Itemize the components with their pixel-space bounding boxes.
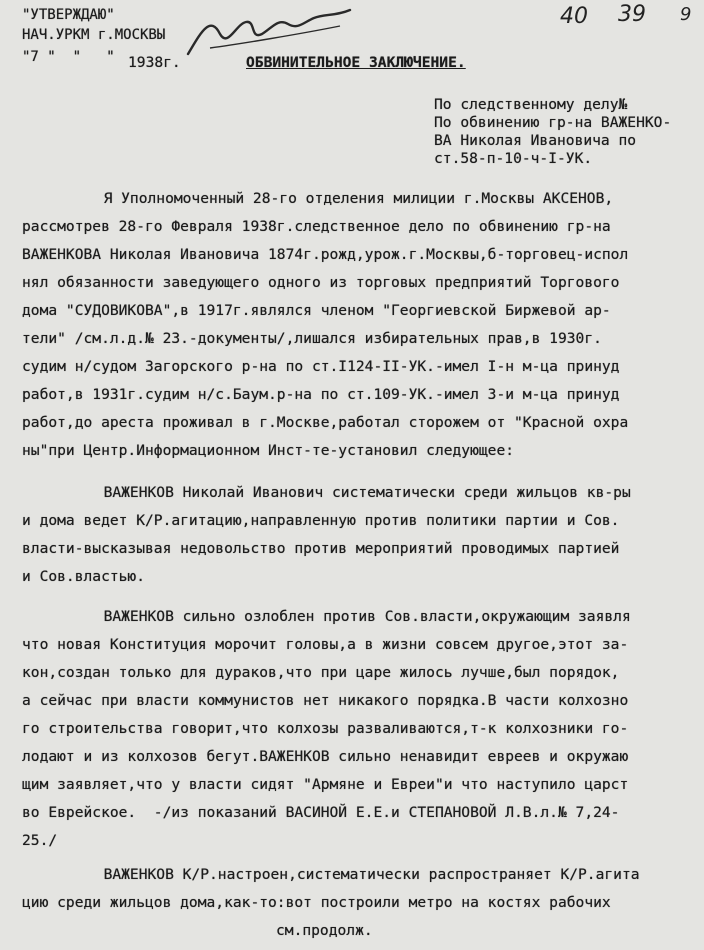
continued-note: см.продолж. [276, 922, 373, 939]
page-number-1: 40 [560, 4, 588, 29]
body-line: а сейчас при власти коммунистов нет никакого порядка.В части колхозно [22, 692, 629, 709]
body-line: ВАЖЕНКОВ Николай Иванович систематически среди жильцов кв-ры [86, 484, 631, 501]
case-ref-line-4: ст.58-п-10-ч-I-УК. [434, 150, 593, 167]
body-line: и Сов.властью. [22, 568, 146, 585]
document-year: 1938г. [128, 54, 181, 71]
body-line: лодают и из колхозов бегут.ВАЖЕНКОВ сильно ненавидит евреев и окружаю [22, 748, 629, 765]
document-title: ОБВИНИТЕЛЬНОЕ ЗАКЛЮЧЕНИЕ. [246, 54, 466, 71]
body-line: 25./ [22, 832, 58, 849]
approve-stamp-line-2: НАЧ.УРКМ г.МОСКВЫ [22, 27, 166, 43]
body-line: ВАЖЕНКОВА Николая Ивановича 1874г.рожд,урож.г.Москвы,б-торговец-испол [22, 246, 629, 263]
page-number-2: 39 [618, 2, 646, 27]
body-line: тели" /см.л.д.№ 23.-документы/,лишался избирательных прав,в 1930г. [22, 330, 602, 347]
body-line: рассмотрев 28-го Февраля 1938г.следственное дело по обвинению гр-на [22, 218, 611, 235]
approve-stamp-line-1: "УТВЕРЖДАЮ" [22, 7, 115, 23]
body-line: цию среди жильцов дома,как-то:вот построили метро на костях рабочих [22, 894, 611, 911]
body-line: дома "СУДОВИКОВА",в 1917г.являлся членом "Георгиевской Биржевой ар- [22, 302, 611, 319]
body-line: власти-высказывая недовольство против мероприятий проводимых партией [22, 540, 620, 557]
case-ref-line-1: По следственному делу№ [434, 96, 628, 113]
approve-stamp-line-3: "7 " " " [22, 49, 115, 65]
body-line: работ,в 1931г.судим н/с.Баум.р-на по ст.109-УК.-имел 3-и м-ца принуд [22, 386, 620, 403]
body-line: щим заявляет,что у власти сидят "Армяне и Евреи"и что наступило царст [22, 776, 629, 793]
body-line: ны"при Центр.Информационном Инст-те-установил следующее: [22, 442, 515, 459]
body-line: ВАЖЕНКОВ сильно озлоблен против Сов.власти,окружающим заявля [86, 608, 631, 625]
case-ref-line-3: ВА Николая Ивановича по [434, 132, 637, 149]
body-line: во Еврейское. -/из показаний ВАСИНОЙ Е.Е.и СТЕПАНОВОЙ Л.В.л.№ 7,24- [22, 804, 620, 821]
signature-icon [180, 4, 360, 64]
body-line: го строительства говорит,что колхозы разваливаются,т-к колхозники го- [22, 720, 629, 737]
body-line: судим н/судом Загорского р-на по ст.I124-II-УК.-имел I-н м-ца принуд [22, 358, 620, 375]
page-number-3: 9 [680, 4, 692, 25]
body-line: что новая Конституция морочит головы,а в жизни совсем другое,этот за- [22, 636, 629, 653]
body-line: ВАЖЕНКОВ К/Р.настроен,систематически распространяет К/Р.агита [86, 866, 640, 883]
body-line: работ,до ареста проживал в г.Москве,работал сторожем от "Красной охра [22, 414, 629, 431]
case-ref-line-2: По обвинению гр-на ВАЖЕНКО- [434, 114, 672, 131]
body-line: кон,создан только для дураков,что при царе жилось лучше,был порядок, [22, 664, 620, 681]
body-line: и дома ведет К/Р.агитацию,направленную против политики партии и Сов. [22, 512, 620, 529]
body-line: нял обязанности заведующего одного из торговых предприятий Торгового [22, 274, 620, 291]
body-line: Я Уполномоченный 28-го отделения милиции г.Москвы АКСЕНОВ, [86, 190, 614, 207]
